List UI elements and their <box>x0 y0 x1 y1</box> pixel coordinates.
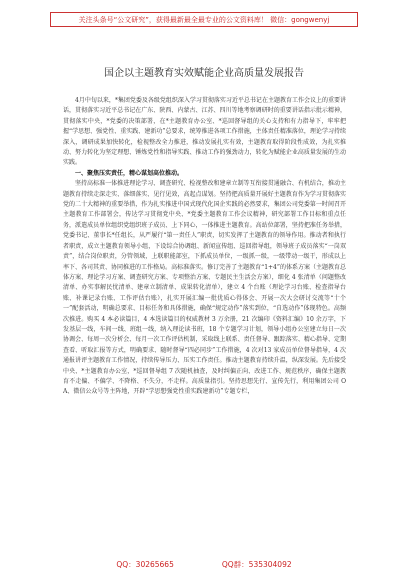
top-banner <box>50 12 358 27</box>
footer-qq-group: QQ群：535304092 <box>221 560 292 569</box>
footer-qq: QQ：30265665 <box>116 560 174 569</box>
section-heading: 一、聚焦压实责任，精心谋划高位推动。 <box>75 169 184 177</box>
body-paragraph: 坚持高标准一体推进理论学习、调查研究、检视整改和建章立制等互衔接贯通融合、有机结合，推动主题教育持续走深走实、落细落实、见行见效，高起点谋划。坚持把高质量开展好主题教育作为学习贯彻落实党的二十大精神的重要举措，作为扎实推进中国式现代化国企实践的必然要求，集团公司党委第一时间召开主题教育工作部署会，传达学习贯彻党中央、*党委主题教育工作会议精神，研究部署工作目标和重点任务，派遣成员单位组织党组织班子成员、上下同心，一体推进主题教育。高站位部署，坚持把准任务举措，党委书记、董事长*任组长，从严履行“第一责任人”职责，切实发挥了主题教育的领导作用。推动者和执行者职责，成立主题教育领导小组，下设综合协调组、新闻宣传组、巡回指导组，领导班子成员落实“一岗双责”，结合岗位职责，分管领域，上联职能部室，下抓成员单位，一级抓一级，一级带动一级干，形成以上率下、各司其责、协同推进的工作格局。高标准落实。修订完善了主题教育“1+4”的体系方案（主题教育总体方案、理论学习方案、调查研究方案、专项整治方案、专题民主生活会方案），细化 4 张清单（问题整改清单、办实事解民忧清单、建章立制清单、成果转化清单），建立 4 个台账（理论学习台账、检查指导台账、补课记录台账、工作评估台账），扎实开展汇编一批优质心得体会、开展一次大会研讨交流等“十个一”配套活动，明确总要求、目标任务和具体措施，确保“规定动作”落实到位，“自选动作”体现特色。高频次推进。购买 4 本必读篇目，4 本选读篇目的权威教材 3 万余册，21 次编印《资料汇编》10 余万字，下发基层一线，车间一线、班组一线，纳入理论读书班，18 个专题学习计划，领导小组办公室建立每日一次协调会、每周一次分析会、每月一次工作评估机制，采取线上联系、责任督导、跟踪落实、精心指导、定期查看、听取汇报等方式，明确要求、随时督导“四必同步”工作措施，4 次对13 家成员单位督导指导，4 次通报讲评主题教育工作情况，持续传导压力、压实工作责任。推动主题教育持续升温，纵深发展。先后接受中央、*主题教育办公室，*巡回督导组 7 次随机抽查，及时纠偏正向、改进工作、规范秩序，确保主题教育不走偏、不偏学、不降格、不失分，不走样。高质量指引。坚持思想先行、宣传先行，利用集团公司 OA、微信公众号等主阵地，开辟“学思想强党性重实践建新功”专题专栏， <box>63 180 346 396</box>
intro-paragraph: 4月中旬以来，*集团党委及各级党组织深入学习贯彻落实习近平总书记在主题教育工作会议上的重要讲话，贯彻落实习近平总书记在广东、陕西、内蒙古、江苏、四川等地考察调研时的重要讲话指示批示精神，贯彻落实中央，*党委的决策部署，在*主题教育办公室、*巡回督导组的关心支持和有力指导下，牢牢把握“学思想、强党性、重实践、建新功”总要求，统筹推进各项工作措施，主体责任精准落位，理论学习持续深入，调研成果加快转化，检视整改全力推进，推动发展扎实有效，主题教育取得阶段性成效，为扎实推动、努力转化为坚定理想、锤炼党性和指导实践、推动工作的强劲动力，转化为赋能企业高质量发展的生动实践。 <box>63 97 346 167</box>
document-title: 国企以主题教育实效赋能企业高质量发展报告 <box>104 68 304 79</box>
document-body <box>63 96 346 551</box>
footer <box>0 559 408 570</box>
banner-text: 关注头条号“公文研究”，获得最新最全最专业的公文资料库！ 微信：gongwenyj <box>78 15 330 24</box>
